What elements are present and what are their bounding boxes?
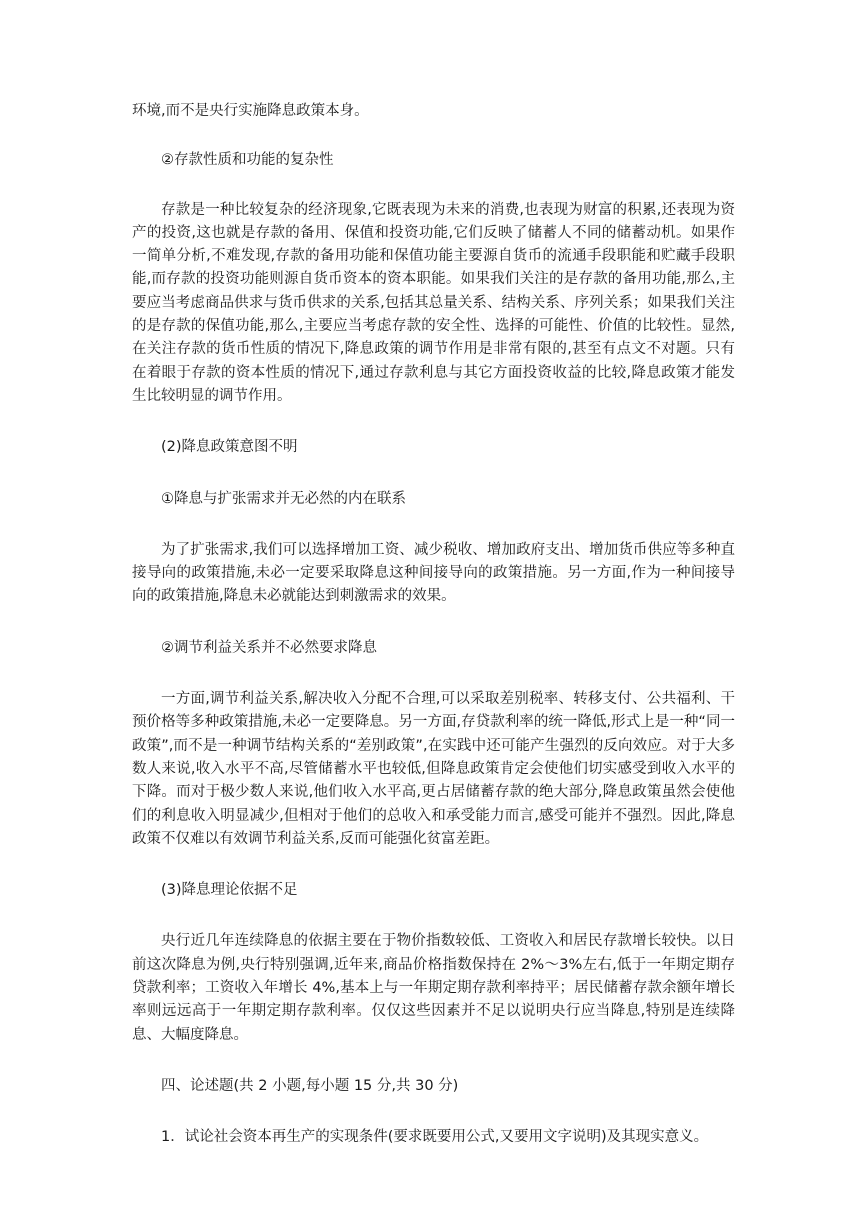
paragraph-theory-basis: 央行近几年连续降息的依据主要在于物价指数较低、工资收入和居民存款增长较快。以日前这次降息为例,央行特别强调,近年来,商品价格指数保持在 2%～3%左右,低于一年期定期存贷款利率；工资收入年增长 4%,基本上与一年期定期存款利率持平；居民储蓄存款余额年增长率则远远高于一年期定期存款利率。仅仅这些因素并不足以说明央行应当降息,特别是连续降息、大幅度降息。 xyxy=(132,933,735,1043)
subheading-demand-expansion: ①降息与扩张需求并无必然的内在联系 xyxy=(161,490,406,507)
subheading-interest-relations: ②调节利益关系并不必然要求降息 xyxy=(161,639,377,656)
section-heading-essay-questions: 四、论述题(共 2 小题,每小题 15 分,共 30 分) xyxy=(161,1077,459,1094)
section-heading-policy-intent: (2)降息政策意图不明 xyxy=(161,439,298,456)
paragraph-interest-relations: 一方面,调节利益关系,解决收入分配不合理,可以采取差别税率、转移支付、公共福利、干预价格等多种政策措施,未必一定要降息。另一方面,存贷款利率的统一降低,形式上是一种“同一政策”,而不是一种调节结构关系的“差别政策”,在实践中还可能产生强烈的反向效应。对于大多数人来说,收入水平不高,尽管储蓄水平也较低,但降息政策肯定会使他们切实感受到收入水平的下降。而对于极少数人来说,他们收入水平高,更占居储蓄存款的绝大部分,降息政策虽然会使他们的利息收入明显减少,但相对于他们的总收入和承受能力而言,感受可能并不强烈。因此,降息政策不仅难以有效调节利益关系,反而可能强化贫富差距。 xyxy=(132,691,735,847)
essay-question-1: 1．试论社会资本再生产的实现条件(要求既要用公式,又要用文字说明)及其现实意义。 xyxy=(161,1129,709,1146)
subheading-deposit-nature: ②存款性质和功能的复杂性 xyxy=(161,152,334,169)
section-heading-theory-basis: (3)降息理论依据不足 xyxy=(161,882,298,899)
paragraph-continuation: 环境,而不是央行实施降息政策本身。 xyxy=(132,103,369,119)
paragraph-demand-expansion: 为了扩张需求,我们可以选择增加工资、减少税收、增加政府支出、增加货币供应等多种直接导向的政策措施,未必一定要采取降息这种间接导向的政策措施。另一方面,作为一种间接导向的政策措施,降息未必就能达到刺激需求的效果。 xyxy=(132,541,735,605)
paragraph-deposit-nature: 存款是一种比较复杂的经济现象,它既表现为未来的消费,也表现为财富的积累,还表现为资产的投资,这也就是存款的备用、保值和投资功能,它们反映了储蓄人不同的储蓄动机。如果作一简单分析,不难发现,存款的备用功能和保值功能主要源自货币的流通手段职能和贮藏手段职能,而存款的投资功能则源自货币资本的资本职能。如果我们关注的是存款的备用功能,那么,主要应当考虑商品供求与货币供求的关系,包括其总量关系、结构关系、序列关系；如果我们关注的是存款的保值功能,那么,主要应当考虑存款的安全性、选择的可能性、价值的比较性。显然,在关注存款的货币性质的情况下,降息政策的调节作用是非常有限的,甚至有点文不对题。只有在着眼于存款的资本性质的情况下,通过存款利息与其它方面投资收益的比较,降息政策才能发生比较明显的调节作用。 xyxy=(132,201,735,404)
